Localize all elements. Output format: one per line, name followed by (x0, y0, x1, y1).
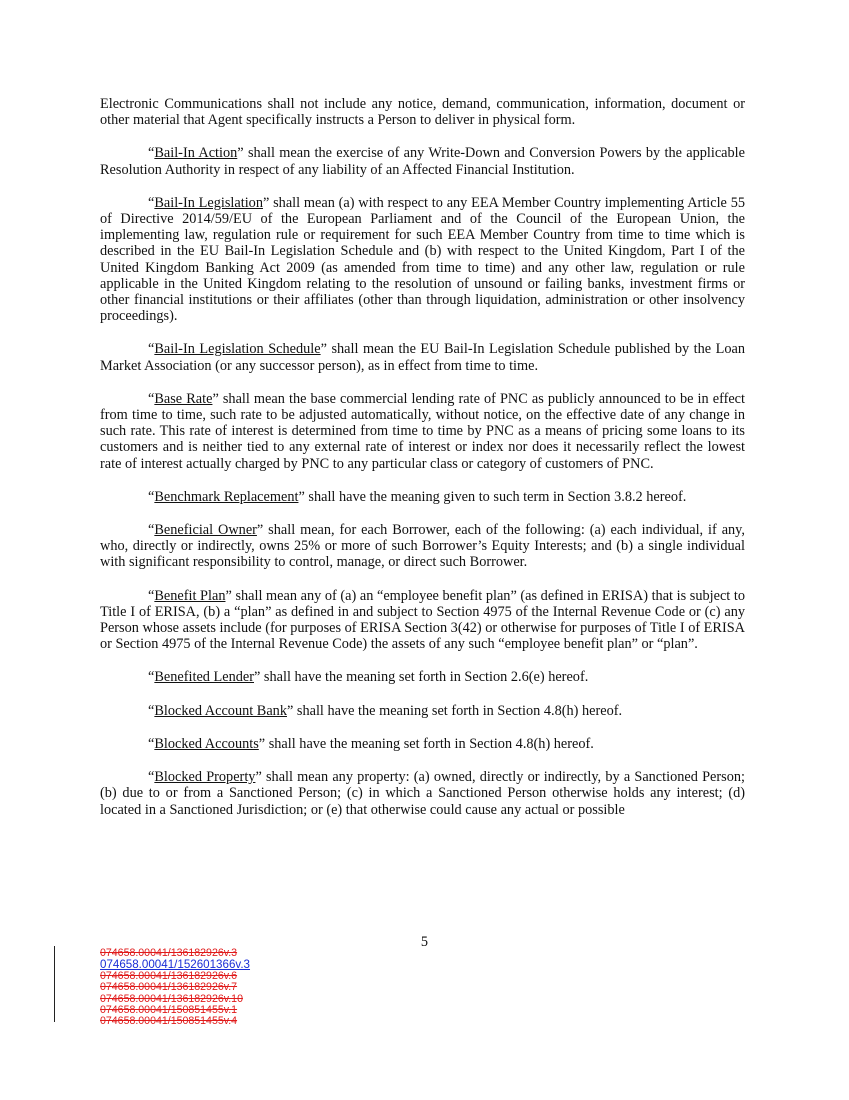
definition-beneficial-owner (100, 522, 745, 571)
definition-base-rate (100, 391, 745, 472)
open-quote: “ (148, 488, 155, 505)
open-quote: “ (148, 145, 155, 162)
defined-term: Blocked Property (154, 769, 256, 786)
doc-id-deleted: 074658.00041/136182926v.6 (100, 969, 238, 982)
definition-bail-in-legislation-schedule (100, 341, 745, 373)
paragraph-electronic-communications (100, 96, 745, 128)
definition-text: ” shall mean the base commercial lending rate of PNC as publicly announced to be in effect from time to time, such rate to be adjusted automatically, without notice, on the effective date of any change in such rate. This rate of interest is determined from time to time by PNC as a means of pricing some loans to its customers and is neither tied to any external rate of interest or index nor does it necessarily reflect the lowest rate of interest actually charged by PNC to any particular class or category of customers of PNC. (100, 390, 745, 472)
definition-text: ” shall have the meaning set forth in Section 2.6(e) hereof. (254, 669, 589, 686)
open-quote: “ (148, 735, 155, 752)
doc-id-current: 074658.00041/152601366v.3 (100, 958, 251, 972)
definition-benefit-plan (100, 588, 745, 653)
defined-term: Beneficial Owner (154, 522, 257, 539)
defined-term: Base Rate (154, 390, 213, 407)
open-quote: “ (148, 522, 155, 539)
document-id-stack (100, 948, 250, 1028)
definition-bail-in-action (100, 145, 745, 177)
open-quote: “ (148, 669, 155, 686)
defined-term: Benefit Plan (154, 587, 226, 604)
document-body (100, 96, 745, 835)
definition-text: ” shall mean the EU Bail-In Legislation Schedule published by the Loan Market Association (or any successor person), as in effect from time to time. (100, 341, 746, 374)
doc-id-deleted: 074658.00041/136182926v.10 (100, 992, 243, 1005)
definition-bail-in-legislation (100, 195, 745, 325)
defined-term: Benefited Lender (154, 669, 254, 686)
definition-text: ” shall mean (a) with respect to any EEA Member Country implementing Article 55 of Directive 2014/59/EU of the European Parliament and of the Council of the European Union, the implementing law, regulation rule or requirement for such EEA Member Country from time to time which is described in the EU Bail-In Legislation Schedule and (b) with respect to the United Kingdom, Part I of the United Kingdom Banking Act 2009 (as amended from time to time) and any other law, regulation or rule applicable in the United Kingdom relating to the resolution of unsound or failing banks, investment firms or other financial institutions or their affiliates (other than through liquidation, administration or other insolvency proceedings). (100, 194, 745, 325)
definition-benefited-lender (100, 669, 745, 685)
page-number: 5 (420, 934, 429, 950)
definition-blocked-accounts (100, 736, 745, 752)
open-quote: “ (148, 587, 155, 604)
open-quote: “ (148, 702, 155, 719)
change-bar (54, 946, 55, 1022)
definition-text: Electronic Communications shall not include any notice, demand, communication, information, document or other material that Agent specifically instructs a Person to deliver in physical form. (100, 96, 745, 129)
defined-term: Bail-In Legislation Schedule (154, 341, 321, 358)
open-quote: “ (148, 341, 155, 358)
defined-term: Blocked Accounts (154, 735, 259, 752)
definition-text: ” shall have the meaning given to such term in Section 3.8.2 hereof. (298, 488, 687, 505)
defined-term: Bail-In Legislation (154, 194, 263, 211)
definition-text: ” shall mean, for each Borrower, each of the following: (a) each individual, if any, who, directly or indirectly, owns 25% or more of such Borrower’s Equity Interests; and (b) a single individual with significant responsibility to control, manage, or direct such Borrower. (100, 522, 745, 571)
open-quote: “ (148, 390, 155, 407)
open-quote: “ (148, 194, 155, 211)
definition-text: ” shall mean any property: (a) owned, directly or indirectly, by a Sanctioned Person; (b) due to or from a Sanctioned Person; (c) in which a Sanctioned Person otherwise holds any interest; (d) located in a Sanctioned Jurisdiction; or (e) that otherwise could cause any actual or possible (100, 769, 745, 818)
definition-blocked-account-bank (100, 703, 745, 719)
definition-text: ” shall mean the exercise of any Write-Down and Conversion Powers by the applicable Resolution Authority in respect of any liability of an Affected Financial Institution. (100, 145, 745, 178)
defined-term: Bail-In Action (154, 145, 238, 162)
doc-id-deleted: 074658.00041/136182926v.3 (100, 947, 238, 959)
definition-blocked-property (100, 769, 745, 818)
definition-text: ” shall mean any of (a) an “employee benefit plan” (as defined in ERISA) that is subject to Title I of ERISA, (b) a “plan” as defined in and subject to Section 4975 of the Internal Revenue Code or (c) any Person whose assets include (for purposes of ERISA Section 3(42) or otherwise for purposes of Title I of ERISA or Section 4975 of the Internal Revenue Code) the assets of any such “employee benefit plan” or “plan”. (100, 587, 745, 653)
doc-id-deleted: 074658.00041/150851455v.1 (100, 1004, 238, 1017)
definition-benchmark-replacement (100, 489, 745, 505)
doc-id-deleted: 074658.00041/136182926v.7 (100, 981, 238, 994)
definition-text: ” shall have the meaning set forth in Section 4.8(h) hereof. (286, 702, 623, 719)
definition-text: ” shall have the meaning set forth in Section 4.8(h) hereof. (258, 735, 594, 752)
open-quote: “ (148, 769, 155, 786)
doc-id-deleted: 074658.00041/150851455v.4 (100, 1015, 238, 1028)
defined-term: Benchmark Replacement (154, 488, 299, 505)
defined-term: Blocked Account Bank (154, 702, 287, 719)
